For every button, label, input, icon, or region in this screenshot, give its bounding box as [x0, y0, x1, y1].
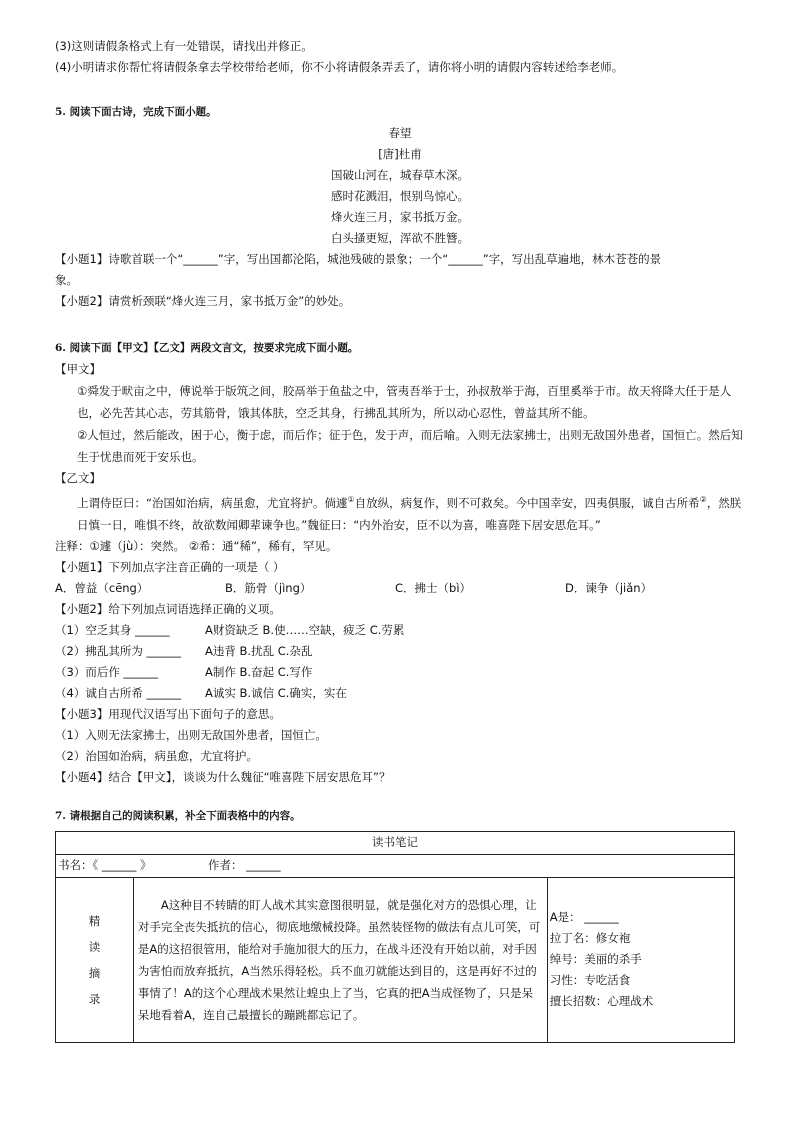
q5-sub1 — [55, 249, 745, 270]
footnote-marker: ② — [699, 495, 707, 504]
label-char: 录 — [88, 991, 101, 1006]
option-c[interactable]: C．拂士（bì） — [395, 580, 472, 595]
annotation-note: 注释：①遽（jù）：突然。 ②希：通“稀”，稀有，罕见。 — [55, 538, 338, 553]
jia-label: 【甲文】 — [55, 362, 101, 376]
q5-sub1-blank2[interactable]: ______ — [448, 252, 483, 266]
profile-line: 擅长招数：心理战术 — [549, 994, 654, 1009]
q5-sub1-blank1[interactable]: ______ — [183, 252, 218, 266]
profile-cell — [547, 877, 734, 1042]
reading-notes-table — [55, 831, 735, 1043]
q6-sub1-options — [55, 578, 745, 599]
item-options: A违背 B.扰乱 C.杂乱 — [205, 643, 313, 658]
poem-title: 春望 — [388, 126, 412, 140]
yi-label: 【乙文】 — [55, 471, 101, 485]
book-title-field[interactable]: 书名：《 ______ 》 — [58, 858, 152, 873]
excerpt-text-cell — [133, 877, 547, 1042]
item-options: A制作 B.奋起 C.写作 — [205, 664, 313, 679]
q6-sub2: 【小题2】给下列加点词语选择正确的义项。 — [55, 601, 281, 616]
q6-sub2-item — [55, 683, 745, 704]
worksheet-page — [55, 36, 745, 1043]
q6-sub1: 【小题1】下列加点字注音正确的一项是（ ） — [55, 559, 285, 574]
item-options: A财资缺乏 B.使……空缺，疲乏 C.劳累 — [205, 622, 405, 637]
poem-author: [唐]杜甫 — [378, 147, 422, 161]
profile-line[interactable]: A是： ______ — [549, 910, 619, 925]
q6-sub2-item — [55, 620, 745, 641]
item-stem: （3）而后作 ______ — [55, 664, 158, 679]
item-stem: （1）空乏其身 ______ — [55, 622, 170, 637]
label-char: 摘 — [88, 965, 101, 980]
yi-text: 自放纵，病复作，则不可救矣。今中国幸安，四夷俱服，诚自古所希 — [354, 495, 700, 510]
yi-text: ，然朕日慎一日，唯惧不终，故欲数闻卿辈谏争也。”魏征曰：“内外治安，臣不以为喜，唯喜陛下居安思危耳。” — [77, 495, 742, 532]
q4-item3: (3)这则请假条格式上有一处错误，请找出并修正。 — [55, 39, 313, 53]
q7-heading: 7. 请根据自己的阅读积累，补全下面表格中的内容。 — [55, 809, 301, 822]
option-a[interactable]: A．曾益（cēng） — [55, 580, 149, 595]
q5-sub2: 【小题2】请赏析颈联“烽火连三月，家书抵万金”的妙处。 — [55, 294, 351, 308]
author-field[interactable]: 作者： ______ — [208, 858, 281, 873]
yi-paragraph — [55, 489, 745, 536]
q6-sub2-item — [55, 662, 745, 683]
excerpt-text: A这种目不转睛的盯人战术其实意图很明显，就是强化对方的恐惧心理，让对手完全丧失抵抗的信心，彻底地缴械投降。虽然装怪物的做法有点儿可笑，可是A的这招很管用，能给对手施加很大的压力，在战斗还没有开始以前，对手因为害怕而放弃抵抗，A当然乐得轻松。兵不血刃就能达到目的，这是再好不过的事情了！A的这个心理战术果然让蝗虫上了当，它真的把A当成怪物了，只是呆呆地看着A，连自己最擅长的蹦跳都忘记了。 — [137, 897, 541, 1022]
q6-sub3-item: （1）入则无法家拂士，出则无敌国外患者，国恒亡。 — [55, 727, 327, 742]
label-char: 读 — [88, 939, 101, 954]
footnote-marker: ① — [347, 495, 355, 504]
q6-sub3: 【小题3】用现代汉语写出下面句子的意思。 — [55, 706, 281, 721]
option-d[interactable]: D．谏争（jiǎn） — [565, 580, 653, 595]
q5-sub1-text: ”字，写出乱草遍地，林木苍苍的景 — [482, 252, 662, 266]
q6-sub4: 【小题4】结合【甲文】，谈谈为什么魏征“唯喜陛下居安思危耳”？ — [55, 769, 391, 784]
profile-line: 习性：专吃活食 — [549, 973, 631, 988]
q4-item4: (4)小明请求你帮忙将请假条拿去学校带给老师，你不小将请假条弄丢了，请你将小明的请假内容转述给李老师。 — [55, 60, 624, 74]
q5-sub1-text: 【小题1】诗歌首联一个“ — [55, 252, 184, 266]
q5-heading: 5. 阅读下面古诗，完成下面小题。 — [55, 106, 217, 118]
label-char: 精 — [88, 913, 101, 928]
profile-line: 绰号：美丽的杀手 — [549, 952, 642, 967]
q5-sub1-text: ”字，写出国都沦陷，城池残破的景象；一个“ — [217, 252, 449, 266]
poem-line: 国破山河在，城春草木深。 — [331, 168, 469, 182]
item-options: A诚实 B.诚信 C.确实，实在 — [205, 685, 347, 700]
item-stem: （4）诚自古所希 ______ — [55, 685, 181, 700]
yi-text: 上谓侍臣曰：“治国如治病，病虽愈，尤宜将护。倘遽 — [77, 495, 348, 510]
poem-line: 白头搔更短，浑欲不胜簪。 — [331, 231, 469, 245]
table-title: 读书笔记 — [56, 831, 735, 854]
q6-sub2-item — [55, 641, 745, 662]
book-info-row — [56, 854, 735, 877]
option-b[interactable]: B．筋骨（jìng） — [225, 580, 312, 595]
q6-heading: 6. 阅读下面【甲文】【乙文】两段文言文，按要求完成下面小题。 — [55, 342, 359, 354]
jia-paragraph-2: ②人恒过，然后能改，困于心，衡于虑，而后作；征于色，发于声，而后喻。入则无法家拂士，出则无敌国外患者，国恒亡。然后知生于忧患而死于安乐也。 — [77, 428, 743, 464]
item-stem: （2）拂乱其所为 ______ — [55, 643, 181, 658]
poem-line: 烽火连三月，家书抵万金。 — [331, 210, 469, 224]
profile-line: 拉丁名：修女袍 — [549, 931, 631, 946]
q5-sub1-cont: 象。 — [55, 273, 78, 287]
jia-paragraph-1: ①舜发于畎亩之中，傅说举于版筑之间，胶鬲举于鱼盐之中，管夷吾举于士，孙叔敖举于海，百里奚举于市。故天将降大任于是人也，必先苦其心志，劳其筋骨，饿其体肤，空乏其身，行拂乱其所为，所以动心忍性，曾益其所不能。 — [77, 384, 732, 420]
q6-sub3-item: （2）治国如治病，病虽愈，尤宜将护。 — [55, 748, 258, 763]
poem-line: 感时花溅泪，恨别鸟惊心。 — [331, 189, 469, 203]
excerpt-label — [56, 877, 134, 1042]
